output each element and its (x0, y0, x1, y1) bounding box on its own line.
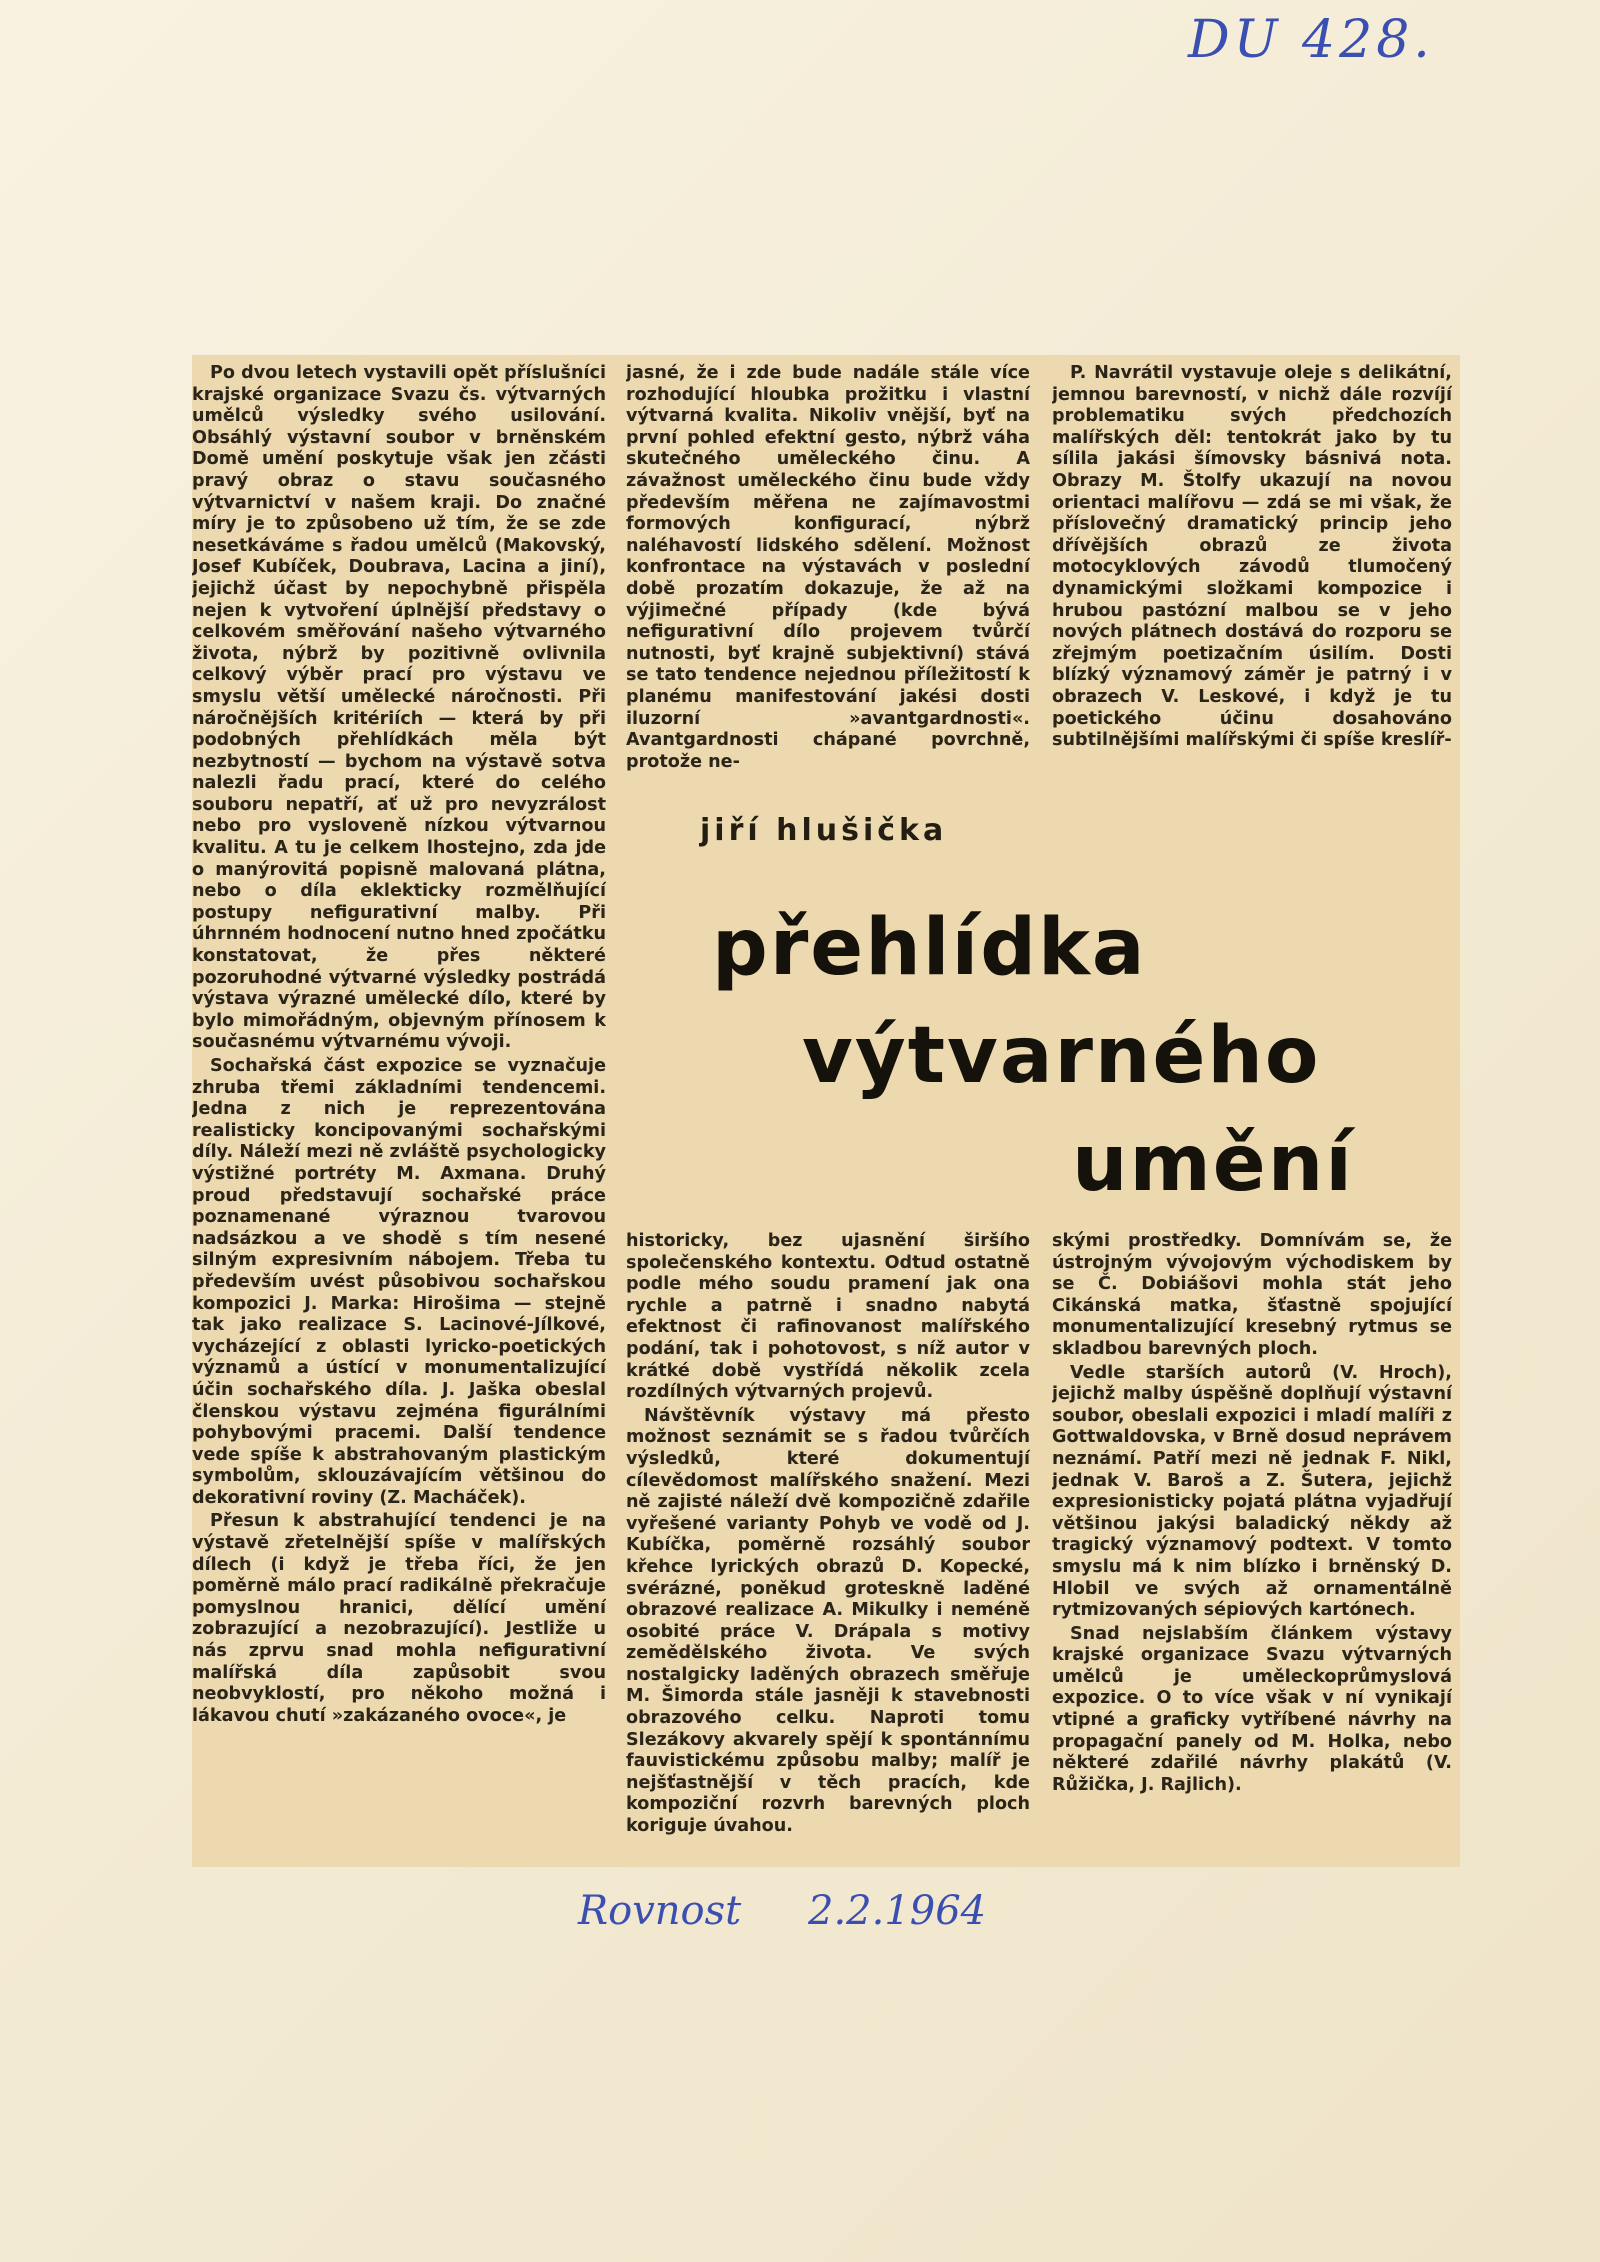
article-column-2-top (626, 363, 1030, 783)
paragraph: P. Navrátil vystavuje oleje s delikátní, jemnou barevností, v nichž dále rozvíjí problematiku svých předchozích malířských děl: tentokrát jako by tu sílila jakási šímovsky básnivá nota. Obrazy M. Štolfy ukazují na novou orientaci malířovu — zdá se mi však, že příslovečný dramatický princip jeho dřívějších obrazů ze života motocyklových závodů tlumočený dynamickými složkami kompozice i hrubou pastózní malbou se v jeho nových plátnech dostává do rozporu se zřejmým poetizačním úsilím. Dosti blízký významový záměr je patrný i v obrazech V. Leskové, i když je tu poetického účinu dosahováno subtilnějšími malířskými či spíše kreslíř- (1052, 363, 1452, 751)
article-column-3-bottom (1052, 1231, 1452, 1863)
article-title-line-2: výtvarného (802, 1011, 1321, 1101)
paragraph: historicky, bez ujasnění širšího společenského kontextu. Odtud ostatně podle mého soudu pramení jak ona rychle a patrně i snadno nabytá efektnost či rafinovanost malířského podání, tak i pohotovost, s níž autor v krátké době vystřídá několik zcela rozdílných výtvarných projevů. (626, 1231, 1030, 1403)
paragraph: Návštěvník výstavy má přesto možnost seznámit se s řadou tvůrčích výsledků, které dokumentují cílevědomost malířského snažení. Mezi ně zajisté náleží dvě kompozičně zdařile vyřešené varianty Pohyb ve vodě od J. Kubíčka, poměrně rozsáhlý soubor křehce lyrických obrazů D. Kopecké, svérázné, poněkud groteskně laděné obrazové realizace A. Mikulky i neméně osobité práce V. Drápala s motivy zemědělského života. Ve svých nostalgicky laděných obrazech směřuje M. Šimorda stále jasněji k stavebnosti obrazového celku. Naproti tomu Slezákovy akvarely spějí k spontánnímu fauvistickému způsobu malby; malíř je nejšťastnější v těch pracích, kde kompoziční rozvrh barevných ploch koriguje úvahou. (626, 1405, 1030, 1837)
article-title-line-3: umění (1072, 1119, 1354, 1209)
paragraph: jasné, že i zde bude nadále stále více rozhodující hloubka prožitku i vlastní výtvarná kvalita. Nikoliv vnější, byť na první pohled efektní gesto, nýbrž váha skutečného uměleckého činu. A závažnost uměleckého činu bude vždy především měřena ne zajímavostmi formových konfigurací, nýbrž naléhavostí lidského sdělení. Možnost konfrontace na výstavách v poslední době prozatím dokazuje, že až na výjimečné případy (kde bývá nefigurativní dílo projevem tvůrčí nutnosti, byť krajně subjektivní) stává se tato tendence nejednou příležitostí k planému manifestování jakési dosti iluzorní »avantgardnosti«. Avantgardnosti chápané povrchně, protože ne- (626, 363, 1030, 772)
paragraph: Po dvou letech vystavili opět příslušníci krajské organizace Svazu čs. výtvarných umělců výsledky svého usilování. Obsáhlý výstavní soubor v brněnském Domě umění poskytuje však jen zčásti pravý obraz o stavu současného výtvarnictví v našem kraji. Do značné míry je to způsobeno už tím, že se zde nesetkáváme s řadou umělců (Makovský, Josef Kubíček, Doubrava, Lacina a jiní), jejichž účast by nepochybně přispěla nejen k vytvoření úplnější představy o celkovém směřování našeho výtvarného života, nýbrž by pozitivně ovlivnila celkový výběr prací pro výstavu ve smyslu větší umělecké náročnosti. Při náročnějších kritériích — která by při podobných přehlídkách měla být nezbytností — bychom na výstavě sotva nalezli řadu prací, které do celého souboru nepatří, ať už pro nevyzrálost nebo pro vysloveně nízkou výtvarnou kvalitu. A tu je celkem lhostejno, zda jde o manýrovitá popisně malovaná plátna, nebo o díla eklekticky rozmělňující postupy nefigurativní malby. Při úhrnném hodnocení nutno hned zpočátku konstatovat, že přes některé pozoruhodné výtvarné výsledky postrádá výstava výrazné umělecké dílo, které by bylo mimořádným, objevným přínosem k současnému výtvarnému vývoji. (192, 363, 606, 1053)
article-column-3-top (1052, 363, 1452, 783)
paragraph: Snad nejslabším článkem výstavy krajské organizace Svazu výtvarných umělců je uměleckoprůmyslová expozice. O to více však v ní vynikají vtipné a graficky vytříbené návrhy na propagační panely od M. Holka, nebo některé zdařilé návrhy plakátů (V. Růžička, J. Rajlich). (1052, 1623, 1452, 1795)
article-column-2-bottom (626, 1231, 1030, 1863)
newspaper-clipping (192, 355, 1460, 1867)
article-column-1 (192, 363, 606, 1863)
paragraph: Vedle starších autorů (V. Hroch), jejichž malby úspěšně doplňují výstavní soubor, obeslali expozici i mladí malíři z Gottwaldovska, v Brně dosud neprávem neznámí. Patří mezi ně jednak F. Nikl, jednak V. Baroš a Z. Šutera, jejichž expresionisticky pojatá plátna vyjadřují většinou jakýsi baladický někdy až tragický významový podtext. V tomto smyslu má k nim blízko i brněnský D. Hlobil ve svých až ornamentálně rytmizovaných sépiových kartónech. (1052, 1362, 1452, 1621)
article-author: jiří hlušička (700, 813, 948, 848)
paragraph: Přesun k abstrahující tendenci je na výstavě zřetelnější spíše v malířských dílech (i když je třeba říci, že jen poměrně málo prací radikálně překračuje pomyslnou hranici, dělící umění zobrazující a nezobrazující). Jestliže u nás zprvu snad mohla nefigurativní malířská díla zapůsobit svou neobvyklostí, pro někoho možná i lákavou chutí »zakázaného ovoce«, je (192, 1511, 606, 1726)
archive-signature: DU 428. (1188, 10, 1434, 70)
date-note: 2.2.1964 (808, 1888, 987, 1934)
paragraph: Sochařská část expozice se vyznačuje zhruba třemi základními tendencemi. Jedna z nich je reprezentována realisticky koncipovanými sochařskými díly. Náleží mezi ně zvláště psychologicky výstižné portréty M. Axmana. Druhý proud představují sochařské práce poznamenané výraznou tvarovou nadsázkou a ve shodě s tím nesené silným expresivním nábojem. Třeba tu především uvést působivou sochařskou kompozici J. Marka: Hirošima — stejně tak jako realizace S. Lacinové-Jílkové, vycházející z oblasti lyricko-poetických významů a ústící v monumentalizující účin sochařského díla. J. Jaška obeslal členskou výstavu zejména figurálními pohybovými pracemi. Další tendence vede spíše k abstrahovaným plastickým symbolům, sklouzávajícím většinou do dekorativní roviny (Z. Macháček). (192, 1056, 606, 1508)
paragraph: skými prostředky. Domnívám se, že ústrojným vývojovým východiskem by se Č. Dobiášovi mohla stát jeho Cikánská matka, šťastně spojující monumentalizující kresebný rytmus se skladbou barevných ploch. (1052, 1231, 1452, 1359)
source-newspaper-note: Rovnost (578, 1888, 742, 1934)
article-title-line-1: přehlídka (712, 903, 1147, 993)
